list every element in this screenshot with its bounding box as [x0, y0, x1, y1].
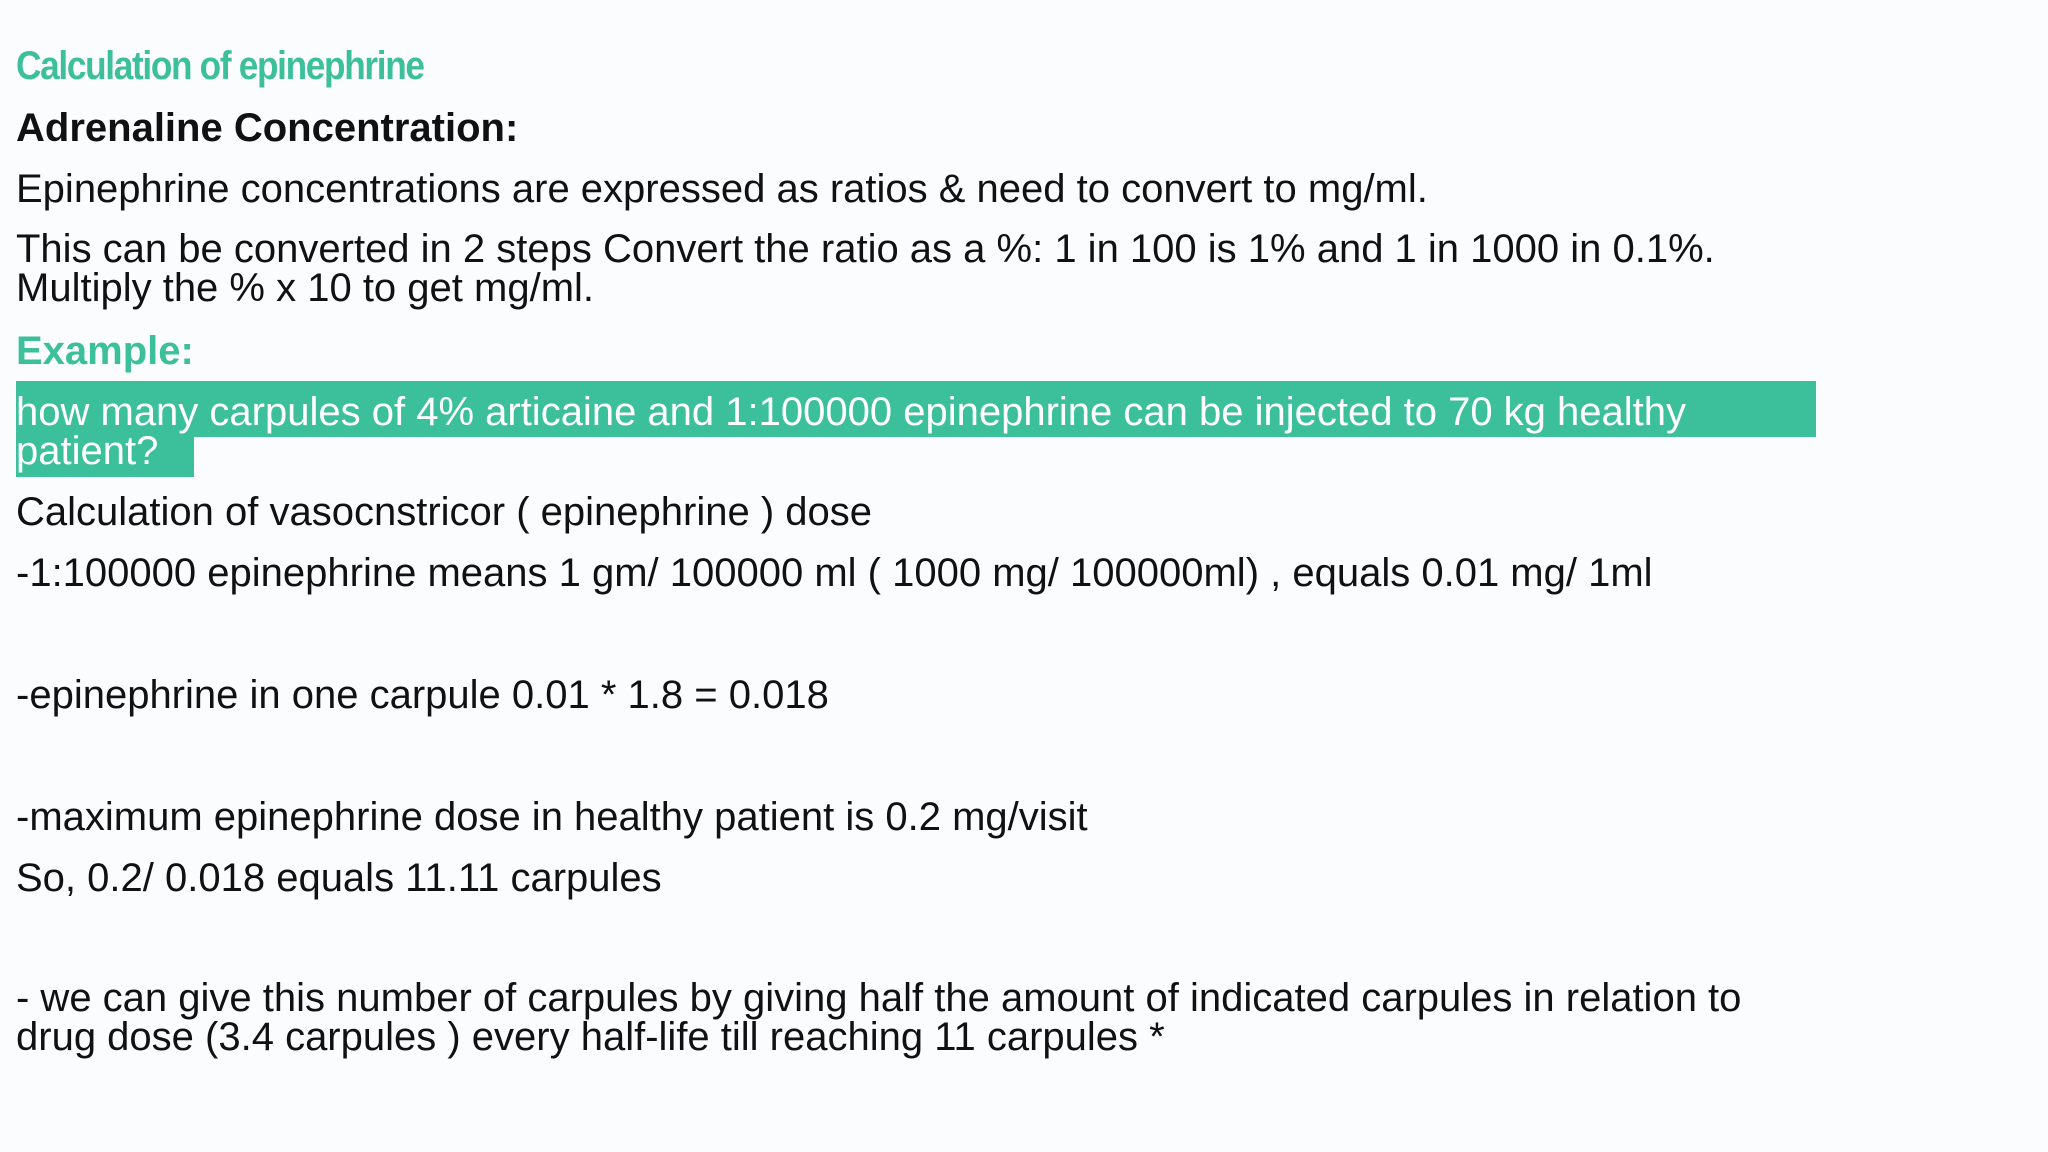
calc-step-5a: - we can give this number of carpules by giving half the amount of indicated carpules in relation to	[16, 976, 1742, 1020]
question-line-2: patient?	[16, 429, 159, 473]
intro-line-1: Epinephrine concentrations are expressed as ratios & need to convert to mg/ml.	[16, 167, 1428, 211]
section-heading: Adrenaline Concentration:	[16, 106, 519, 150]
calc-step-3: -maximum epinephrine dose in healthy patient is 0.2 mg/visit	[16, 795, 1088, 839]
question-line-1: how many carpules of 4% articaine and 1:100000 epinephrine can be injected to 70 kg healthy	[16, 390, 1687, 434]
slide-title: Calculation of epinephrine	[16, 44, 424, 88]
question-highlight	[16, 381, 1816, 477]
calc-heading: Calculation of vasocnstricor ( epinephrine ) dose	[16, 490, 872, 534]
calc-step-2: -epinephrine in one carpule 0.01 * 1.8 = 0.018	[16, 673, 829, 717]
calc-step-1: -1:100000 epinephrine means 1 gm/ 100000 ml ( 1000 mg/ 100000ml) , equals 0.01 mg/ 1ml	[16, 551, 1653, 595]
calc-step-4: So, 0.2/ 0.018 equals 11.11 carpules	[16, 856, 662, 900]
intro-line-2b: Multiply the % x 10 to get mg/ml.	[16, 266, 595, 310]
example-label: Example:	[16, 329, 194, 373]
intro-line-2a: This can be converted in 2 steps Convert the ratio as a %: 1 in 100 is 1% and 1 in 1000 in 0.1%.	[16, 227, 1715, 271]
calc-step-5b: drug dose (3.4 carpules ) every half-life till reaching 11 carpules *	[16, 1015, 1165, 1059]
slide	[16, 0, 2026, 1152]
